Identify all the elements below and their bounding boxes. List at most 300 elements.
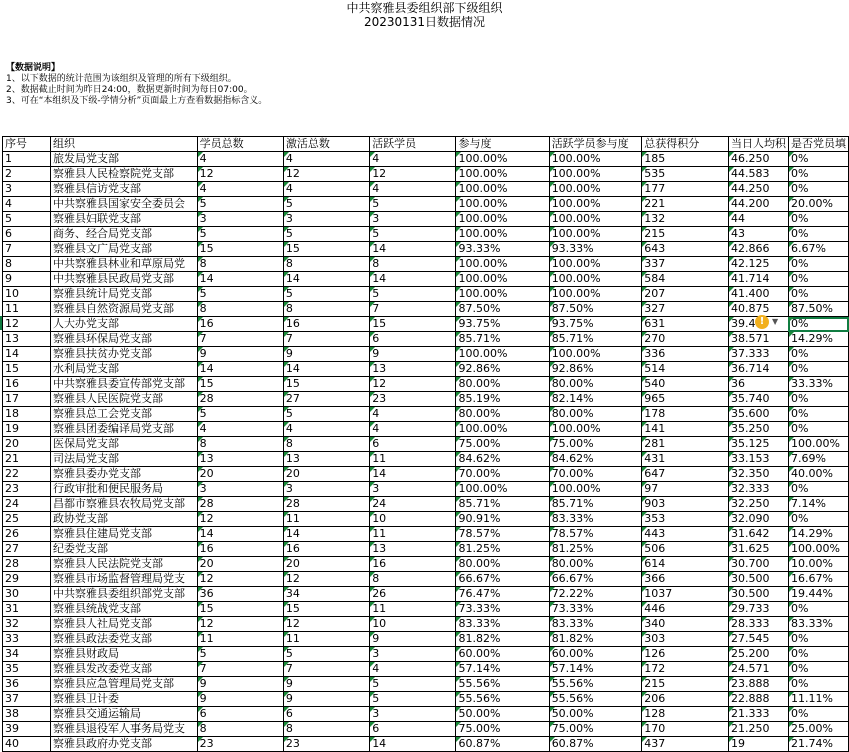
table-cell[interactable]: 39 bbox=[3, 722, 51, 737]
table-cell[interactable]: 12 bbox=[197, 572, 283, 587]
table-cell[interactable]: 30.500 bbox=[728, 587, 788, 602]
table-cell[interactable]: 39.4 bbox=[728, 317, 788, 332]
table-cell[interactable]: 40.875 bbox=[728, 302, 788, 317]
table-cell[interactable]: 215 bbox=[642, 227, 729, 242]
table-cell[interactable]: 14 bbox=[283, 272, 369, 287]
table-cell[interactable]: 人大办党支部 bbox=[51, 317, 198, 332]
table-cell[interactable]: 7 bbox=[370, 302, 456, 317]
header-cell[interactable]: 总获得积分 bbox=[642, 137, 729, 152]
table-cell[interactable]: 178 bbox=[642, 407, 729, 422]
table-cell[interactable]: 55.56% bbox=[549, 692, 642, 707]
table-cell[interactable]: 20 bbox=[3, 437, 51, 452]
table-cell[interactable]: 0% bbox=[788, 662, 848, 677]
table-cell[interactable]: 78.57% bbox=[549, 527, 642, 542]
table-cell[interactable]: 5 bbox=[370, 677, 456, 692]
table-cell[interactable]: 察雅县文广局党支部 bbox=[51, 242, 198, 257]
table-cell[interactable]: 11 bbox=[197, 632, 283, 647]
table-cell[interactable]: 12 bbox=[3, 317, 51, 332]
table-cell[interactable]: 44.250 bbox=[728, 182, 788, 197]
table-cell[interactable]: 81.82% bbox=[456, 632, 549, 647]
table-cell[interactable]: 3 bbox=[370, 482, 456, 497]
table-cell[interactable]: 353 bbox=[642, 512, 729, 527]
table-cell[interactable]: 察雅县总工会党支部 bbox=[51, 407, 198, 422]
table-cell[interactable]: 535 bbox=[642, 167, 729, 182]
table-cell[interactable]: 100.00% bbox=[788, 437, 848, 452]
table-cell[interactable]: 5 bbox=[197, 197, 283, 212]
table-cell[interactable]: 5 bbox=[197, 647, 283, 662]
table-cell[interactable]: 25.00% bbox=[788, 722, 848, 737]
table-cell[interactable]: 50.00% bbox=[549, 707, 642, 722]
table-cell[interactable]: 水利局党支部 bbox=[51, 362, 198, 377]
table-cell[interactable]: 540 bbox=[642, 377, 729, 392]
table-cell[interactable]: 察雅县扶贫办党支部 bbox=[51, 347, 198, 362]
table-cell[interactable]: 32.350 bbox=[728, 467, 788, 482]
table-cell[interactable]: 172 bbox=[642, 662, 729, 677]
table-cell[interactable]: 13 bbox=[197, 452, 283, 467]
table-cell[interactable]: 60.00% bbox=[456, 647, 549, 662]
table-cell[interactable]: 80.00% bbox=[549, 377, 642, 392]
table-cell[interactable]: 0% bbox=[788, 227, 848, 242]
table-cell[interactable]: 100.00% bbox=[456, 347, 549, 362]
table-cell[interactable]: 9 bbox=[283, 677, 369, 692]
table-cell[interactable]: 19.44% bbox=[788, 587, 848, 602]
table-cell[interactable]: 11.11% bbox=[788, 692, 848, 707]
table-cell[interactable]: 0% bbox=[788, 272, 848, 287]
table-cell[interactable]: 5 bbox=[283, 647, 369, 662]
table-cell[interactable]: 6.67% bbox=[788, 242, 848, 257]
table-cell[interactable]: 22 bbox=[3, 467, 51, 482]
table-cell[interactable]: 5 bbox=[283, 407, 369, 422]
table-cell[interactable]: 82.14% bbox=[549, 392, 642, 407]
table-cell[interactable]: 3 bbox=[370, 647, 456, 662]
table-cell[interactable]: 1 bbox=[3, 152, 51, 167]
table-cell[interactable]: 0% bbox=[788, 362, 848, 377]
table-cell[interactable]: 中共察雅县委宣传部党支部 bbox=[51, 377, 198, 392]
table-cell[interactable]: 19 bbox=[3, 422, 51, 437]
table-cell[interactable]: 10 bbox=[370, 512, 456, 527]
table-cell[interactable]: 27 bbox=[3, 542, 51, 557]
table-cell[interactable]: 8 bbox=[283, 257, 369, 272]
table-cell[interactable]: 42.125 bbox=[728, 257, 788, 272]
table-cell[interactable]: 察雅县人社局党支部 bbox=[51, 617, 198, 632]
table-cell[interactable]: 100.00% bbox=[549, 182, 642, 197]
table-cell[interactable]: 84.62% bbox=[456, 452, 549, 467]
table-cell[interactable]: 12 bbox=[370, 377, 456, 392]
table-cell[interactable]: 0% bbox=[788, 422, 848, 437]
table-cell[interactable]: 5 bbox=[283, 197, 369, 212]
table-cell[interactable]: 80.00% bbox=[549, 407, 642, 422]
table-cell[interactable]: 100.00% bbox=[549, 227, 642, 242]
table-cell[interactable]: 9 bbox=[283, 347, 369, 362]
table-cell[interactable]: 14 bbox=[197, 272, 283, 287]
table-cell[interactable]: 93.33% bbox=[549, 242, 642, 257]
table-cell[interactable]: 司法局党支部 bbox=[51, 452, 198, 467]
table-cell[interactable]: 0% bbox=[788, 647, 848, 662]
table-cell[interactable]: 医保局党支部 bbox=[51, 437, 198, 452]
table-cell[interactable]: 28.333 bbox=[728, 617, 788, 632]
table-cell[interactable]: 33.153 bbox=[728, 452, 788, 467]
table-cell[interactable]: 36 bbox=[728, 377, 788, 392]
table-cell[interactable]: 93.33% bbox=[456, 242, 549, 257]
table-cell[interactable]: 83.33% bbox=[788, 617, 848, 632]
table-cell[interactable]: 24 bbox=[370, 497, 456, 512]
table-cell[interactable]: 察雅县交通运输局 bbox=[51, 707, 198, 722]
table-cell[interactable]: 8 bbox=[283, 722, 369, 737]
table-cell[interactable]: 25.200 bbox=[728, 647, 788, 662]
table-cell[interactable]: 437 bbox=[642, 737, 729, 752]
table-cell[interactable]: 57.14% bbox=[549, 662, 642, 677]
header-cell[interactable]: 活跃学员参与度 bbox=[549, 137, 642, 152]
table-cell[interactable]: 75.00% bbox=[549, 437, 642, 452]
table-cell[interactable]: 14 bbox=[370, 272, 456, 287]
table-cell[interactable]: 4 bbox=[370, 422, 456, 437]
table-cell[interactable]: 85.71% bbox=[549, 497, 642, 512]
table-cell[interactable]: 100.00% bbox=[456, 257, 549, 272]
table-cell[interactable]: 6 bbox=[370, 437, 456, 452]
table-cell[interactable]: 9 bbox=[3, 272, 51, 287]
table-cell[interactable]: 4 bbox=[197, 152, 283, 167]
table-cell[interactable]: 察雅县市场监督管理局党支 bbox=[51, 572, 198, 587]
table-cell[interactable]: 44.200 bbox=[728, 197, 788, 212]
table-cell[interactable]: 73.33% bbox=[549, 602, 642, 617]
table-cell[interactable]: 207 bbox=[642, 287, 729, 302]
table-cell[interactable]: 16 bbox=[197, 542, 283, 557]
table-cell[interactable]: 55.56% bbox=[549, 677, 642, 692]
table-cell[interactable]: 72.22% bbox=[549, 587, 642, 602]
table-cell[interactable]: 4 bbox=[3, 197, 51, 212]
table-cell[interactable]: 10 bbox=[370, 617, 456, 632]
table-cell[interactable]: 0% bbox=[788, 287, 848, 302]
table-cell[interactable]: 12 bbox=[197, 512, 283, 527]
header-cell[interactable]: 活跃学员 bbox=[370, 137, 456, 152]
table-cell[interactable]: 11 bbox=[283, 632, 369, 647]
table-cell[interactable]: 5 bbox=[370, 227, 456, 242]
table-cell[interactable]: 100.00% bbox=[456, 167, 549, 182]
table-cell[interactable]: 16 bbox=[197, 317, 283, 332]
table-cell[interactable]: 8 bbox=[370, 572, 456, 587]
table-cell[interactable]: 15 bbox=[197, 377, 283, 392]
table-cell[interactable]: 6 bbox=[197, 707, 283, 722]
table-cell[interactable]: 7 bbox=[283, 332, 369, 347]
table-cell[interactable]: 80.00% bbox=[456, 377, 549, 392]
table-cell[interactable]: 察雅县发改委党支部 bbox=[51, 662, 198, 677]
table-cell[interactable]: 4 bbox=[370, 407, 456, 422]
table-cell[interactable]: 100.00% bbox=[549, 257, 642, 272]
table-cell[interactable]: 纪委党支部 bbox=[51, 542, 198, 557]
table-cell[interactable]: 0% bbox=[788, 257, 848, 272]
table-cell[interactable]: 20 bbox=[283, 557, 369, 572]
table-cell[interactable]: 631 bbox=[642, 317, 729, 332]
table-cell[interactable]: 9 bbox=[370, 347, 456, 362]
table-cell[interactable]: 14 bbox=[283, 527, 369, 542]
table-cell[interactable]: 33.33% bbox=[788, 377, 848, 392]
table-cell[interactable]: 察雅县统计局党支部 bbox=[51, 287, 198, 302]
table-cell[interactable]: 3 bbox=[283, 482, 369, 497]
table-cell[interactable]: 3 bbox=[370, 707, 456, 722]
table-cell[interactable]: 35.740 bbox=[728, 392, 788, 407]
table-cell[interactable]: 85.71% bbox=[456, 332, 549, 347]
table-cell[interactable]: 29.733 bbox=[728, 602, 788, 617]
table-cell[interactable]: 7 bbox=[197, 332, 283, 347]
table-cell[interactable]: 221 bbox=[642, 197, 729, 212]
table-cell[interactable]: 11 bbox=[370, 452, 456, 467]
table-cell[interactable]: 327 bbox=[642, 302, 729, 317]
table-cell[interactable]: 6 bbox=[283, 707, 369, 722]
header-cell[interactable]: 组织 bbox=[51, 137, 198, 152]
table-cell[interactable]: 3 bbox=[283, 212, 369, 227]
table-cell[interactable]: 17 bbox=[3, 392, 51, 407]
table-cell[interactable]: 21.74% bbox=[788, 737, 848, 752]
table-cell[interactable]: 9 bbox=[197, 347, 283, 362]
table-cell[interactable]: 903 bbox=[642, 497, 729, 512]
table-cell[interactable]: 46.250 bbox=[728, 152, 788, 167]
table-cell[interactable]: 80.00% bbox=[456, 407, 549, 422]
table-cell[interactable]: 6 bbox=[370, 722, 456, 737]
table-cell[interactable]: 16.67% bbox=[788, 572, 848, 587]
table-cell[interactable]: 75.00% bbox=[549, 722, 642, 737]
table-cell[interactable]: 14.29% bbox=[788, 527, 848, 542]
table-cell[interactable]: 6 bbox=[3, 227, 51, 242]
table-cell[interactable]: 7.69% bbox=[788, 452, 848, 467]
table-cell[interactable]: 38 bbox=[3, 707, 51, 722]
table-cell[interactable]: 32 bbox=[3, 617, 51, 632]
table-cell[interactable]: 21.250 bbox=[728, 722, 788, 737]
table-cell[interactable]: 15 bbox=[197, 602, 283, 617]
table-cell[interactable]: 23 bbox=[3, 482, 51, 497]
table-cell[interactable]: 50.00% bbox=[456, 707, 549, 722]
table-cell[interactable]: 15 bbox=[283, 242, 369, 257]
table-cell[interactable]: 60.00% bbox=[549, 647, 642, 662]
header-cell[interactable]: 当日人均积 bbox=[728, 137, 788, 152]
table-cell[interactable]: 29 bbox=[3, 572, 51, 587]
table-cell[interactable]: 5 bbox=[370, 197, 456, 212]
table-cell[interactable]: 25 bbox=[3, 512, 51, 527]
table-cell[interactable]: 34 bbox=[3, 647, 51, 662]
table-cell[interactable]: 80.00% bbox=[456, 557, 549, 572]
table-cell[interactable]: 20.00% bbox=[788, 197, 848, 212]
table-cell[interactable]: 87.50% bbox=[456, 302, 549, 317]
table-cell[interactable]: 察雅县环保局党支部 bbox=[51, 332, 198, 347]
table-cell[interactable]: 126 bbox=[642, 647, 729, 662]
table-cell[interactable]: 100.00% bbox=[549, 482, 642, 497]
header-cell[interactable]: 学员总数 bbox=[197, 137, 283, 152]
table-cell[interactable]: 14 bbox=[370, 467, 456, 482]
table-cell[interactable]: 11 bbox=[370, 602, 456, 617]
table-cell[interactable]: 0% bbox=[788, 347, 848, 362]
table-cell[interactable]: 14 bbox=[283, 362, 369, 377]
table-cell[interactable]: 40 bbox=[3, 737, 51, 752]
table-cell[interactable]: 27 bbox=[283, 392, 369, 407]
table-cell[interactable]: 8 bbox=[3, 257, 51, 272]
table-cell[interactable]: 32.090 bbox=[728, 512, 788, 527]
table-cell[interactable]: 24 bbox=[3, 497, 51, 512]
table-cell[interactable]: 81.25% bbox=[549, 542, 642, 557]
table-cell[interactable]: 100.00% bbox=[456, 227, 549, 242]
table-cell[interactable]: 5 bbox=[370, 287, 456, 302]
table-cell[interactable]: 察雅县卫计委 bbox=[51, 692, 198, 707]
table-cell[interactable]: 78.57% bbox=[456, 527, 549, 542]
table-cell[interactable]: 0% bbox=[788, 707, 848, 722]
table-cell[interactable]: 9 bbox=[370, 632, 456, 647]
table-cell[interactable]: 100.00% bbox=[456, 212, 549, 227]
table-cell[interactable]: 9 bbox=[197, 692, 283, 707]
table-cell[interactable]: 60.87% bbox=[549, 737, 642, 752]
table-cell[interactable]: 8 bbox=[197, 722, 283, 737]
table-cell[interactable]: 141 bbox=[642, 422, 729, 437]
table-cell[interactable]: 303 bbox=[642, 632, 729, 647]
table-cell[interactable]: 76.47% bbox=[456, 587, 549, 602]
table-cell[interactable]: 36 bbox=[197, 587, 283, 602]
table-cell[interactable]: 97 bbox=[642, 482, 729, 497]
table-cell[interactable]: 75.00% bbox=[456, 722, 549, 737]
table-cell[interactable]: 政协党支部 bbox=[51, 512, 198, 527]
table-cell[interactable]: 36 bbox=[3, 677, 51, 692]
table-cell[interactable]: 177 bbox=[642, 182, 729, 197]
table-cell[interactable]: 察雅县住建局党支部 bbox=[51, 527, 198, 542]
table-cell[interactable]: 7 bbox=[3, 242, 51, 257]
table-cell[interactable]: 8 bbox=[370, 257, 456, 272]
table-cell[interactable]: 商务、经合局党支部 bbox=[51, 227, 198, 242]
table-cell[interactable]: 23 bbox=[370, 392, 456, 407]
table-cell[interactable]: 100.00% bbox=[549, 152, 642, 167]
table-cell[interactable]: 100.00% bbox=[549, 197, 642, 212]
table-cell[interactable]: 514 bbox=[642, 362, 729, 377]
table-cell[interactable]: 15 bbox=[370, 317, 456, 332]
table-cell[interactable]: 8 bbox=[197, 302, 283, 317]
table-cell[interactable]: 92.86% bbox=[456, 362, 549, 377]
table-cell[interactable]: 83.33% bbox=[549, 617, 642, 632]
table-cell[interactable]: 443 bbox=[642, 527, 729, 542]
table-cell[interactable]: 13 bbox=[3, 332, 51, 347]
table-cell[interactable]: 32.250 bbox=[728, 497, 788, 512]
table-cell[interactable]: 431 bbox=[642, 452, 729, 467]
table-cell[interactable]: 察雅县自然资源局党支部 bbox=[51, 302, 198, 317]
table-cell[interactable]: 昌都市察雅县农牧局党支部 bbox=[51, 497, 198, 512]
table-cell[interactable]: 446 bbox=[642, 602, 729, 617]
table-cell[interactable]: 85.71% bbox=[456, 497, 549, 512]
table-cell[interactable]: 11 bbox=[370, 527, 456, 542]
table-cell[interactable]: 35.250 bbox=[728, 422, 788, 437]
table-cell[interactable]: 察雅县政法委党支部 bbox=[51, 632, 198, 647]
table-cell[interactable]: 81.82% bbox=[549, 632, 642, 647]
table-cell[interactable]: 察雅县应急管理局党支部 bbox=[51, 677, 198, 692]
table-cell[interactable]: 100.00% bbox=[456, 287, 549, 302]
table-cell[interactable]: 31 bbox=[3, 602, 51, 617]
table-cell[interactable]: 察雅县妇联党支部 bbox=[51, 212, 198, 227]
header-cell[interactable]: 激活总数 bbox=[283, 137, 369, 152]
table-cell[interactable]: 察雅县财政局 bbox=[51, 647, 198, 662]
table-cell[interactable]: 92.86% bbox=[549, 362, 642, 377]
table-cell[interactable]: 5 bbox=[197, 407, 283, 422]
table-cell[interactable]: 察雅县人民医院党支部 bbox=[51, 392, 198, 407]
table-cell[interactable]: 15 bbox=[197, 242, 283, 257]
table-cell[interactable]: 33 bbox=[3, 632, 51, 647]
table-cell[interactable]: 26 bbox=[370, 587, 456, 602]
table-cell[interactable]: 察雅县人民检察院党支部 bbox=[51, 167, 198, 182]
table-cell[interactable]: 170 bbox=[642, 722, 729, 737]
table-cell[interactable]: 4 bbox=[283, 422, 369, 437]
table-cell[interactable]: 23 bbox=[283, 737, 369, 752]
table-cell[interactable]: 23.888 bbox=[728, 677, 788, 692]
table-cell[interactable]: 察雅县信访党支部 bbox=[51, 182, 198, 197]
table-cell[interactable]: 28 bbox=[283, 497, 369, 512]
table-cell[interactable]: 0% bbox=[788, 317, 848, 332]
table-cell[interactable]: 84.62% bbox=[549, 452, 642, 467]
table-cell[interactable]: 21.333 bbox=[728, 707, 788, 722]
table-cell[interactable]: 41.400 bbox=[728, 287, 788, 302]
table-cell[interactable]: 128 bbox=[642, 707, 729, 722]
table-cell[interactable]: 15 bbox=[283, 602, 369, 617]
table-cell[interactable]: 32.333 bbox=[728, 482, 788, 497]
table-cell[interactable]: 5 bbox=[197, 287, 283, 302]
table-cell[interactable]: 12 bbox=[283, 617, 369, 632]
table-cell[interactable]: 7 bbox=[283, 662, 369, 677]
table-cell[interactable]: 27.545 bbox=[728, 632, 788, 647]
table-cell[interactable]: 4 bbox=[370, 182, 456, 197]
table-cell[interactable]: 15 bbox=[283, 377, 369, 392]
chevron-down-icon[interactable]: ▼ bbox=[772, 317, 779, 326]
table-cell[interactable]: 4 bbox=[197, 422, 283, 437]
table-cell[interactable]: 73.33% bbox=[456, 602, 549, 617]
table-cell[interactable]: 14 bbox=[197, 527, 283, 542]
table-cell[interactable]: 30.500 bbox=[728, 572, 788, 587]
table-cell[interactable]: 647 bbox=[642, 467, 729, 482]
table-cell[interactable]: 83.33% bbox=[549, 512, 642, 527]
table-cell[interactable]: 0% bbox=[788, 152, 848, 167]
table-cell[interactable]: 16 bbox=[370, 557, 456, 572]
table-cell[interactable]: 42.866 bbox=[728, 242, 788, 257]
table-cell[interactable]: 35.125 bbox=[728, 437, 788, 452]
table-cell[interactable]: 100.00% bbox=[549, 272, 642, 287]
table-cell[interactable]: 340 bbox=[642, 617, 729, 632]
table-cell[interactable]: 100.00% bbox=[456, 152, 549, 167]
table-cell[interactable]: 100.00% bbox=[456, 197, 549, 212]
header-cell[interactable]: 序号 bbox=[3, 137, 51, 152]
table-cell[interactable]: 3 bbox=[197, 482, 283, 497]
table-cell[interactable]: 87.50% bbox=[788, 302, 848, 317]
table-cell[interactable]: 1037 bbox=[642, 587, 729, 602]
table-cell[interactable]: 100.00% bbox=[456, 272, 549, 287]
table-cell[interactable]: 3 bbox=[197, 212, 283, 227]
table-cell[interactable]: 100.00% bbox=[788, 542, 848, 557]
table-cell[interactable]: 20 bbox=[283, 467, 369, 482]
table-cell[interactable]: 281 bbox=[642, 437, 729, 452]
table-cell[interactable]: 11 bbox=[283, 512, 369, 527]
table-cell[interactable]: 12 bbox=[197, 167, 283, 182]
table-cell[interactable]: 366 bbox=[642, 572, 729, 587]
table-cell[interactable]: 0% bbox=[788, 512, 848, 527]
table-cell[interactable]: 100.00% bbox=[549, 287, 642, 302]
table-cell[interactable]: 12 bbox=[283, 167, 369, 182]
table-cell[interactable]: 11 bbox=[3, 302, 51, 317]
table-cell[interactable]: 5 bbox=[370, 692, 456, 707]
table-cell[interactable]: 55.56% bbox=[456, 692, 549, 707]
table-cell[interactable]: 36.714 bbox=[728, 362, 788, 377]
table-cell[interactable]: 38.571 bbox=[728, 332, 788, 347]
table-cell[interactable]: 93.75% bbox=[456, 317, 549, 332]
table-cell[interactable]: 13 bbox=[370, 542, 456, 557]
table-cell[interactable]: 57.14% bbox=[456, 662, 549, 677]
table-cell[interactable]: 24.571 bbox=[728, 662, 788, 677]
table-cell[interactable]: 4 bbox=[370, 662, 456, 677]
table-cell[interactable]: 察雅县委办党支部 bbox=[51, 467, 198, 482]
table-cell[interactable]: 40.00% bbox=[788, 467, 848, 482]
table-cell[interactable]: 506 bbox=[642, 542, 729, 557]
header-cell[interactable]: 参与度 bbox=[456, 137, 549, 152]
table-cell[interactable]: 12 bbox=[283, 572, 369, 587]
table-cell[interactable]: 55.56% bbox=[456, 677, 549, 692]
table-cell[interactable]: 80.00% bbox=[549, 557, 642, 572]
